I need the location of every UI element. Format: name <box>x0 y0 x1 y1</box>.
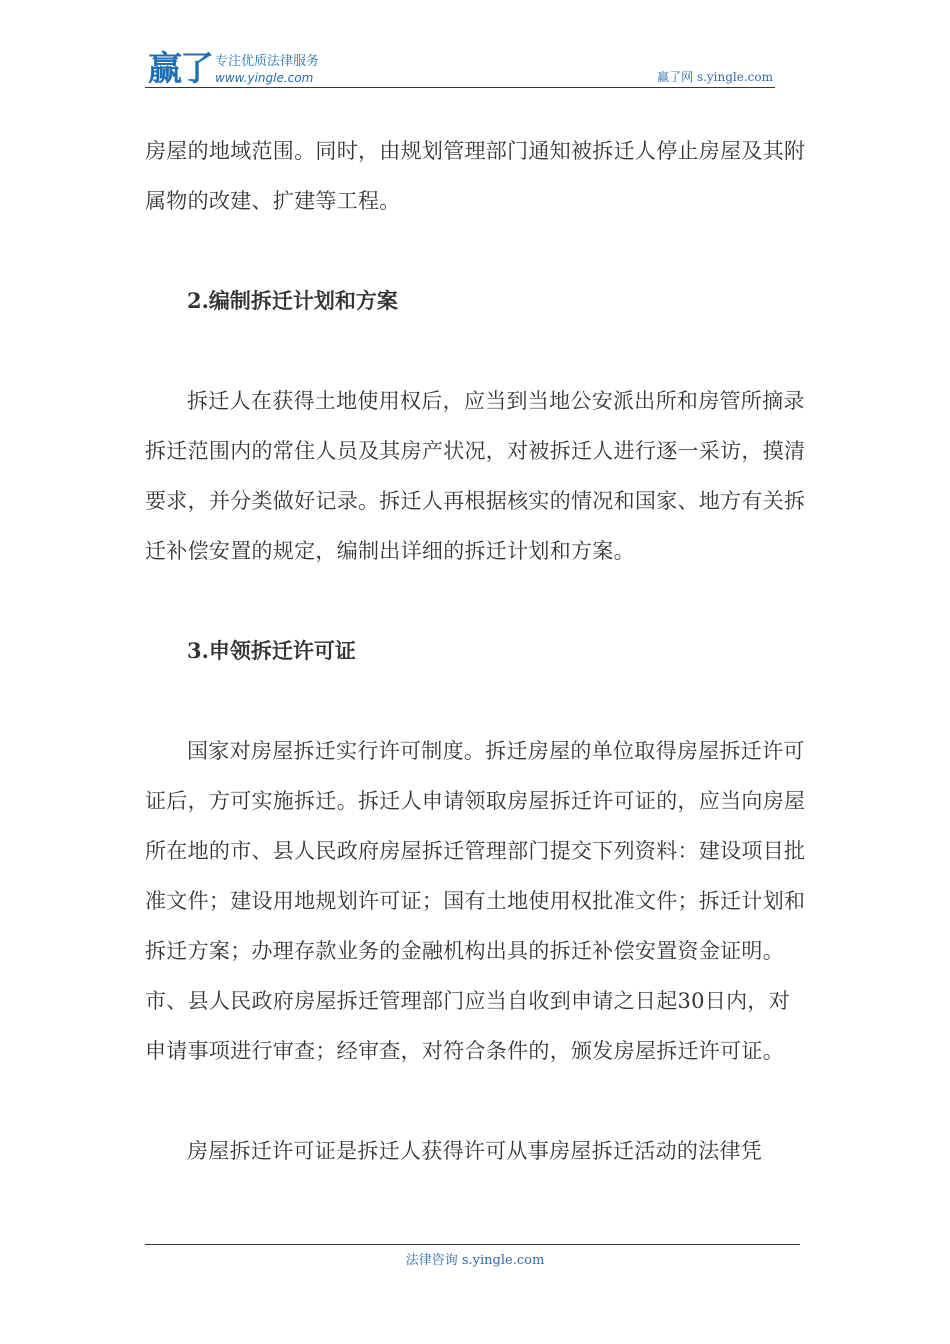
header-divider <box>145 87 775 88</box>
paragraph-continued: 房屋的地域范围。同时，由规划管理部门通知被拆迁人停止房屋及其附属物的改建、扩建等工程。 <box>145 139 806 213</box>
header-site-link[interactable]: 赢了网 s.yingle.com <box>657 70 773 84</box>
document-body <box>145 126 811 1176</box>
footer-divider <box>145 1244 800 1245</box>
section-heading-3: 3.申领拆迁许可证 <box>187 638 356 663</box>
footer-link[interactable]: 法律咨询 s.yingle.com <box>405 1253 545 1268</box>
logo-mark: 赢了 <box>148 49 212 89</box>
paragraph-permit: 国家对房屋拆迁实行许可制度。拆迁房屋的单位取得房屋拆迁许可证后，方可实施拆迁。拆迁人申请领取房屋拆迁许可证的，应当向房屋所在地的市、县人民政府房屋拆迁管理部门提交下列资料：建设项目批准文件；建设用地规划许可证；国有土地使用权批准文件；拆迁计划和拆迁方案；办理存款业务的金融机构出具的拆迁补偿安置资金证明。市、县人民政府房屋拆迁管理部门应当自收到申请之日起30日内，对申请事项进行审查；经审查，对符合条件的，颁发房屋拆迁许可证。 <box>145 739 806 1063</box>
page-header <box>145 50 775 88</box>
logo-url[interactable]: www.yingle.com <box>215 71 314 85</box>
paragraph-permit-legal: 房屋拆迁许可证是拆迁人获得许可从事房屋拆迁活动的法律凭 <box>187 1139 763 1163</box>
logo-slogan: 专注优质法律服务 <box>215 54 320 69</box>
paragraph-plan: 拆迁人在获得土地使用权后，应当到当地公安派出所和房管所摘录拆迁范围内的常住人员及其房产状况，对被拆迁人进行逐一采访，摸清要求，并分类做好记录。拆迁人再根据核实的情况和国家、地方有关拆迁补偿安置的规定，编制出详细的拆迁计划和方案。 <box>145 389 806 563</box>
section-heading-2: 2.编制拆迁计划和方案 <box>187 288 398 313</box>
